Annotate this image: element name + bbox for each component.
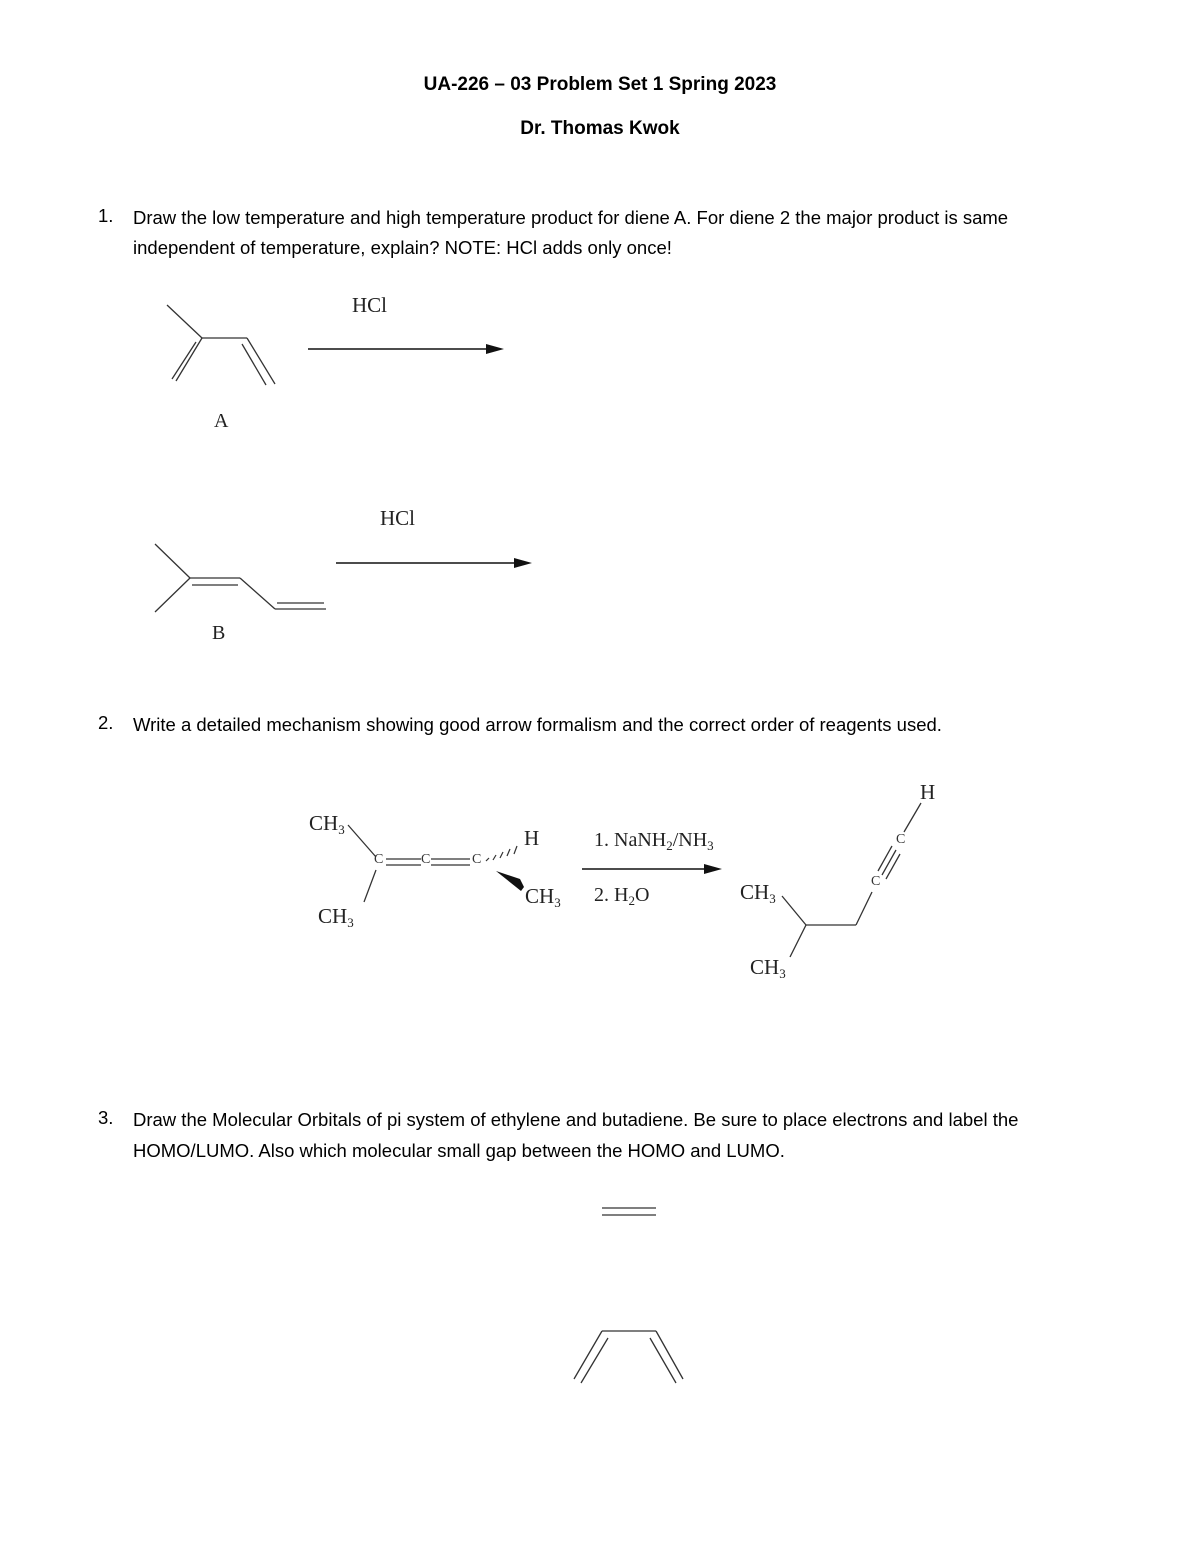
butadiene-structure xyxy=(574,1331,683,1383)
question-2-text-line1: Write a detailed mechanism showing good arrow formalism and the correct order of reagents used. xyxy=(133,714,942,735)
allene-carbon-2: C xyxy=(421,852,431,867)
question-3-text-line1: Draw the Molecular Orbitals of pi system of ethylene and butadiene. Be sure to place electrons and label the xyxy=(133,1109,1019,1130)
question-1-text-line2: independent of temperature, explain? NOTE: HCl adds only once! xyxy=(133,237,672,258)
product-ch3-bottom: $CH_3$ xyxy=(750,955,786,981)
product-ch3-top: $CH_3$ xyxy=(740,880,776,906)
diene-a-structure xyxy=(167,305,275,385)
diene-b-structure xyxy=(155,544,326,612)
product-carbon-1: C xyxy=(871,874,881,889)
allene-ch3-wedge: $CH_3$ xyxy=(525,884,561,910)
question-1-text-line1: Draw the low temperature and high temperature product for diene A. For diene 2 the major product is same xyxy=(133,207,1009,228)
reagent-step-2: 2. $H_2O$ xyxy=(594,884,650,908)
diene-b-label: B xyxy=(212,622,226,644)
reaction-arrow-b xyxy=(336,558,532,568)
diene-a-label: A xyxy=(214,410,229,432)
alkyne-structure xyxy=(782,803,921,957)
allene-ch3-bottom: $CH_3$ xyxy=(318,904,354,930)
product-carbon-2: C xyxy=(896,832,906,847)
allene-carbon-3: C xyxy=(472,852,482,867)
reagent-a-label: HCl xyxy=(352,293,388,317)
allene-ch3-top: $CH_3$ xyxy=(309,811,345,837)
reaction-arrow-a xyxy=(308,344,504,354)
allene-carbon-1: C xyxy=(374,852,384,867)
reaction-arrow-q2 xyxy=(582,864,722,874)
question-1-number: 1. xyxy=(98,205,114,226)
document-author: Dr. Thomas Kwok xyxy=(520,118,680,139)
document-title: UA-226 – 03 Problem Set 1 Spring 2023 xyxy=(423,74,777,95)
reagent-b-label: HCl xyxy=(380,506,416,530)
product-h: H xyxy=(920,780,936,804)
question-3-text-line2: HOMO/LUMO. Also which molecular small gap between the HOMO and LUMO. xyxy=(133,1140,785,1161)
allene-h: H xyxy=(524,826,540,850)
question-3-number: 3. xyxy=(98,1107,114,1128)
ethylene-structure xyxy=(602,1208,656,1215)
wedge-bond xyxy=(496,871,524,891)
question-2-number: 2. xyxy=(98,712,114,733)
reagent-step-1: 1. $NaNH_2/NH_3$ xyxy=(594,829,714,853)
